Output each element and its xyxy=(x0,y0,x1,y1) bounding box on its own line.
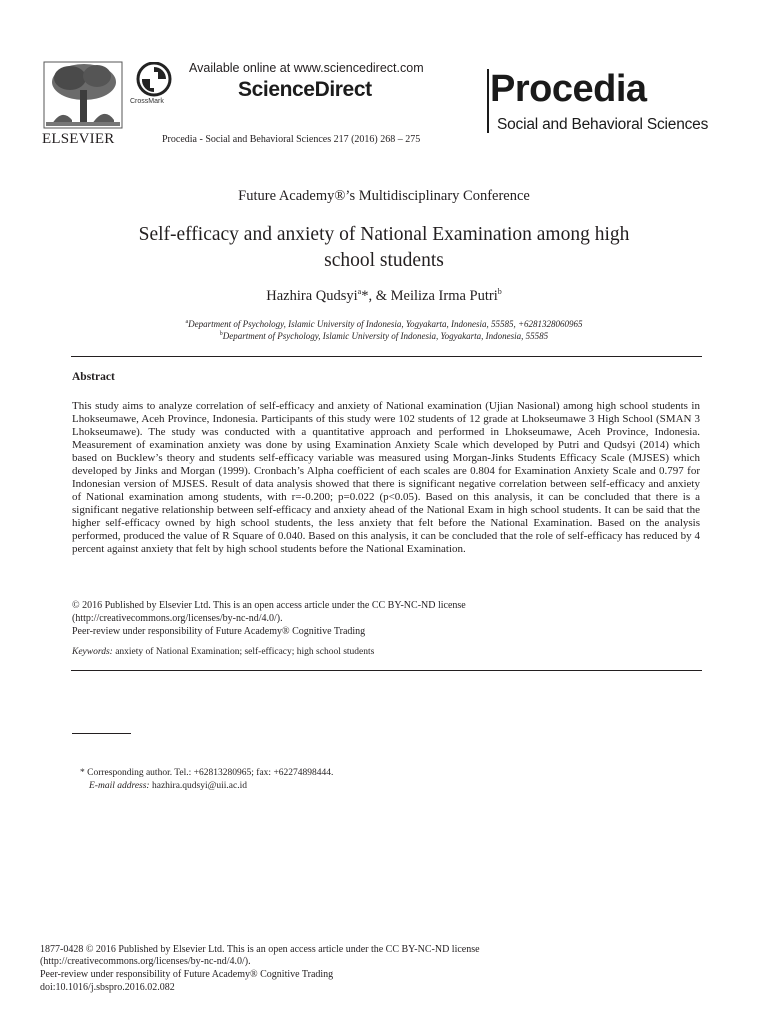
publisher-name: ELSEVIER xyxy=(42,131,115,147)
email-note xyxy=(89,781,247,791)
keywords-label: Keywords: xyxy=(72,647,113,657)
procedia-subtitle: Social and Behavioral Sciences xyxy=(497,116,709,133)
license-link[interactable]: (http://creativecommons.org/licenses/by-nc-nd/4.0/). xyxy=(72,613,283,624)
affiliation-a xyxy=(0,319,768,329)
author-name: Hazhira Qudsyi xyxy=(266,287,358,304)
email-label: E-mail address: xyxy=(89,781,150,791)
sciencedirect-logo: ScienceDirect xyxy=(238,78,372,101)
email-address[interactable]: hazhira.qudsyi@uii.ac.id xyxy=(149,781,247,791)
abstract-body: This study aims to analyze correlation of self-efficacy and anxiety of National examination (Ujian Nasional) among high school students in Lhokseumawe, Aceh Province, Indonesia. Participants of this study were 102 students of 12 grade at Lhokseumawe 3 High School (SMAN 3 Lhokseumawe). The study was conducted with a quantitative approach and performed in Lhokseumawe, Aceh Province, Indonesia. Measurement of examination anxiety was done by using Examination Anxiety Scale which developed by Putri and Qudsyi (2014) which based on Bucklew’s theory and students self-efficacy variable was measured using Morgan-Jinks Students Efficacy Scale (MJSES) which developed by Jinks and Morgan (1999). Cronbach’s Alpha coefficient of each scales are 0.804 for Examination Anxiety Scale and 0.797 for Indonesian version of MJSES. Result of data analysis showed that there is significant negative correlation between self-efficacy and anxiety of National examination among students, with r=-0.200; p=0.022 (p<0.05). Based on this analysis, it can be concluded that there is a significant negative relationship between self-efficacy and anxiety ahead of the National Exam in high school students. It can be said that the higher self-efficacy owned by high school students, the less anxiety that felt before the National Examination. Based on the analysis performed, produced the value of R Square of 0.040. Based on this analysis, it can be concluded that the role of self-efficacy has reduced by 4 percent against anxiety that felt by high school students before the National Examination. xyxy=(72,400,700,555)
available-online-text: Available online at www.sciencedirect.com xyxy=(189,61,424,75)
author-separator: , & xyxy=(368,287,391,304)
affiliation-text: Department of Psychology, Islamic University of Indonesia, Yogyakarta, Indonesia, 55585, +6281328060965 xyxy=(188,319,583,329)
article-title xyxy=(0,222,768,274)
title-line-2: school students xyxy=(324,250,444,271)
keywords xyxy=(72,647,374,657)
procedia-divider xyxy=(487,69,489,133)
doi[interactable]: doi:10.1016/j.sbspro.2016.02.082 xyxy=(40,982,175,993)
affiliation-marker: b xyxy=(219,331,223,337)
author-name: Meiliza Irma Putri xyxy=(390,287,498,304)
author-affiliation-marker: a xyxy=(357,287,362,296)
conference-name: Future Academy®’s Multidisciplinary Conference xyxy=(238,188,530,204)
author-list xyxy=(0,287,768,305)
keywords-text: anxiety of National Examination; self-efficacy; high school students xyxy=(112,647,375,657)
author-affiliation-marker: b xyxy=(497,287,502,296)
issn-copyright: 1877-0428 © 2016 Published by Elsevier Ltd. This is an open access article under the CC BY-NC-ND license xyxy=(40,944,480,955)
corresponding-author-note: * Corresponding author. Tel.: +62813280965; fax: +62274898444. xyxy=(80,768,334,778)
title-line-1: Self-efficacy and anxiety of National Examination among high xyxy=(138,224,630,245)
affiliation-marker: a xyxy=(185,319,189,325)
affiliation-b xyxy=(0,331,768,341)
corresponding-marker: * xyxy=(361,287,369,304)
copyright-notice: © 2016 Published by Elsevier Ltd. This is an open access article under the CC BY-NC-ND license xyxy=(72,600,466,611)
affiliation-text: Department of Psychology, Islamic University of Indonesia, Yogyakarta, Indonesia, 55585 xyxy=(222,331,549,341)
peer-review-notice: Peer-review under responsibility of Future Academy® Cognitive Trading xyxy=(40,969,334,980)
peer-review-notice: Peer-review under responsibility of Future Academy® Cognitive Trading xyxy=(72,626,366,637)
journal-reference: Procedia - Social and Behavioral Sciences 217 (2016) 268 – 275 xyxy=(162,134,421,145)
footnote-rule xyxy=(72,733,131,734)
abstract-heading: Abstract xyxy=(72,371,115,383)
section-divider xyxy=(71,356,702,357)
license-link[interactable]: (http://creativecommons.org/licenses/by-nc-nd/4.0/). xyxy=(40,956,251,967)
crossmark-label: CrossMark xyxy=(130,98,164,105)
procedia-logo: Procedia xyxy=(490,68,647,110)
section-divider xyxy=(71,670,702,671)
